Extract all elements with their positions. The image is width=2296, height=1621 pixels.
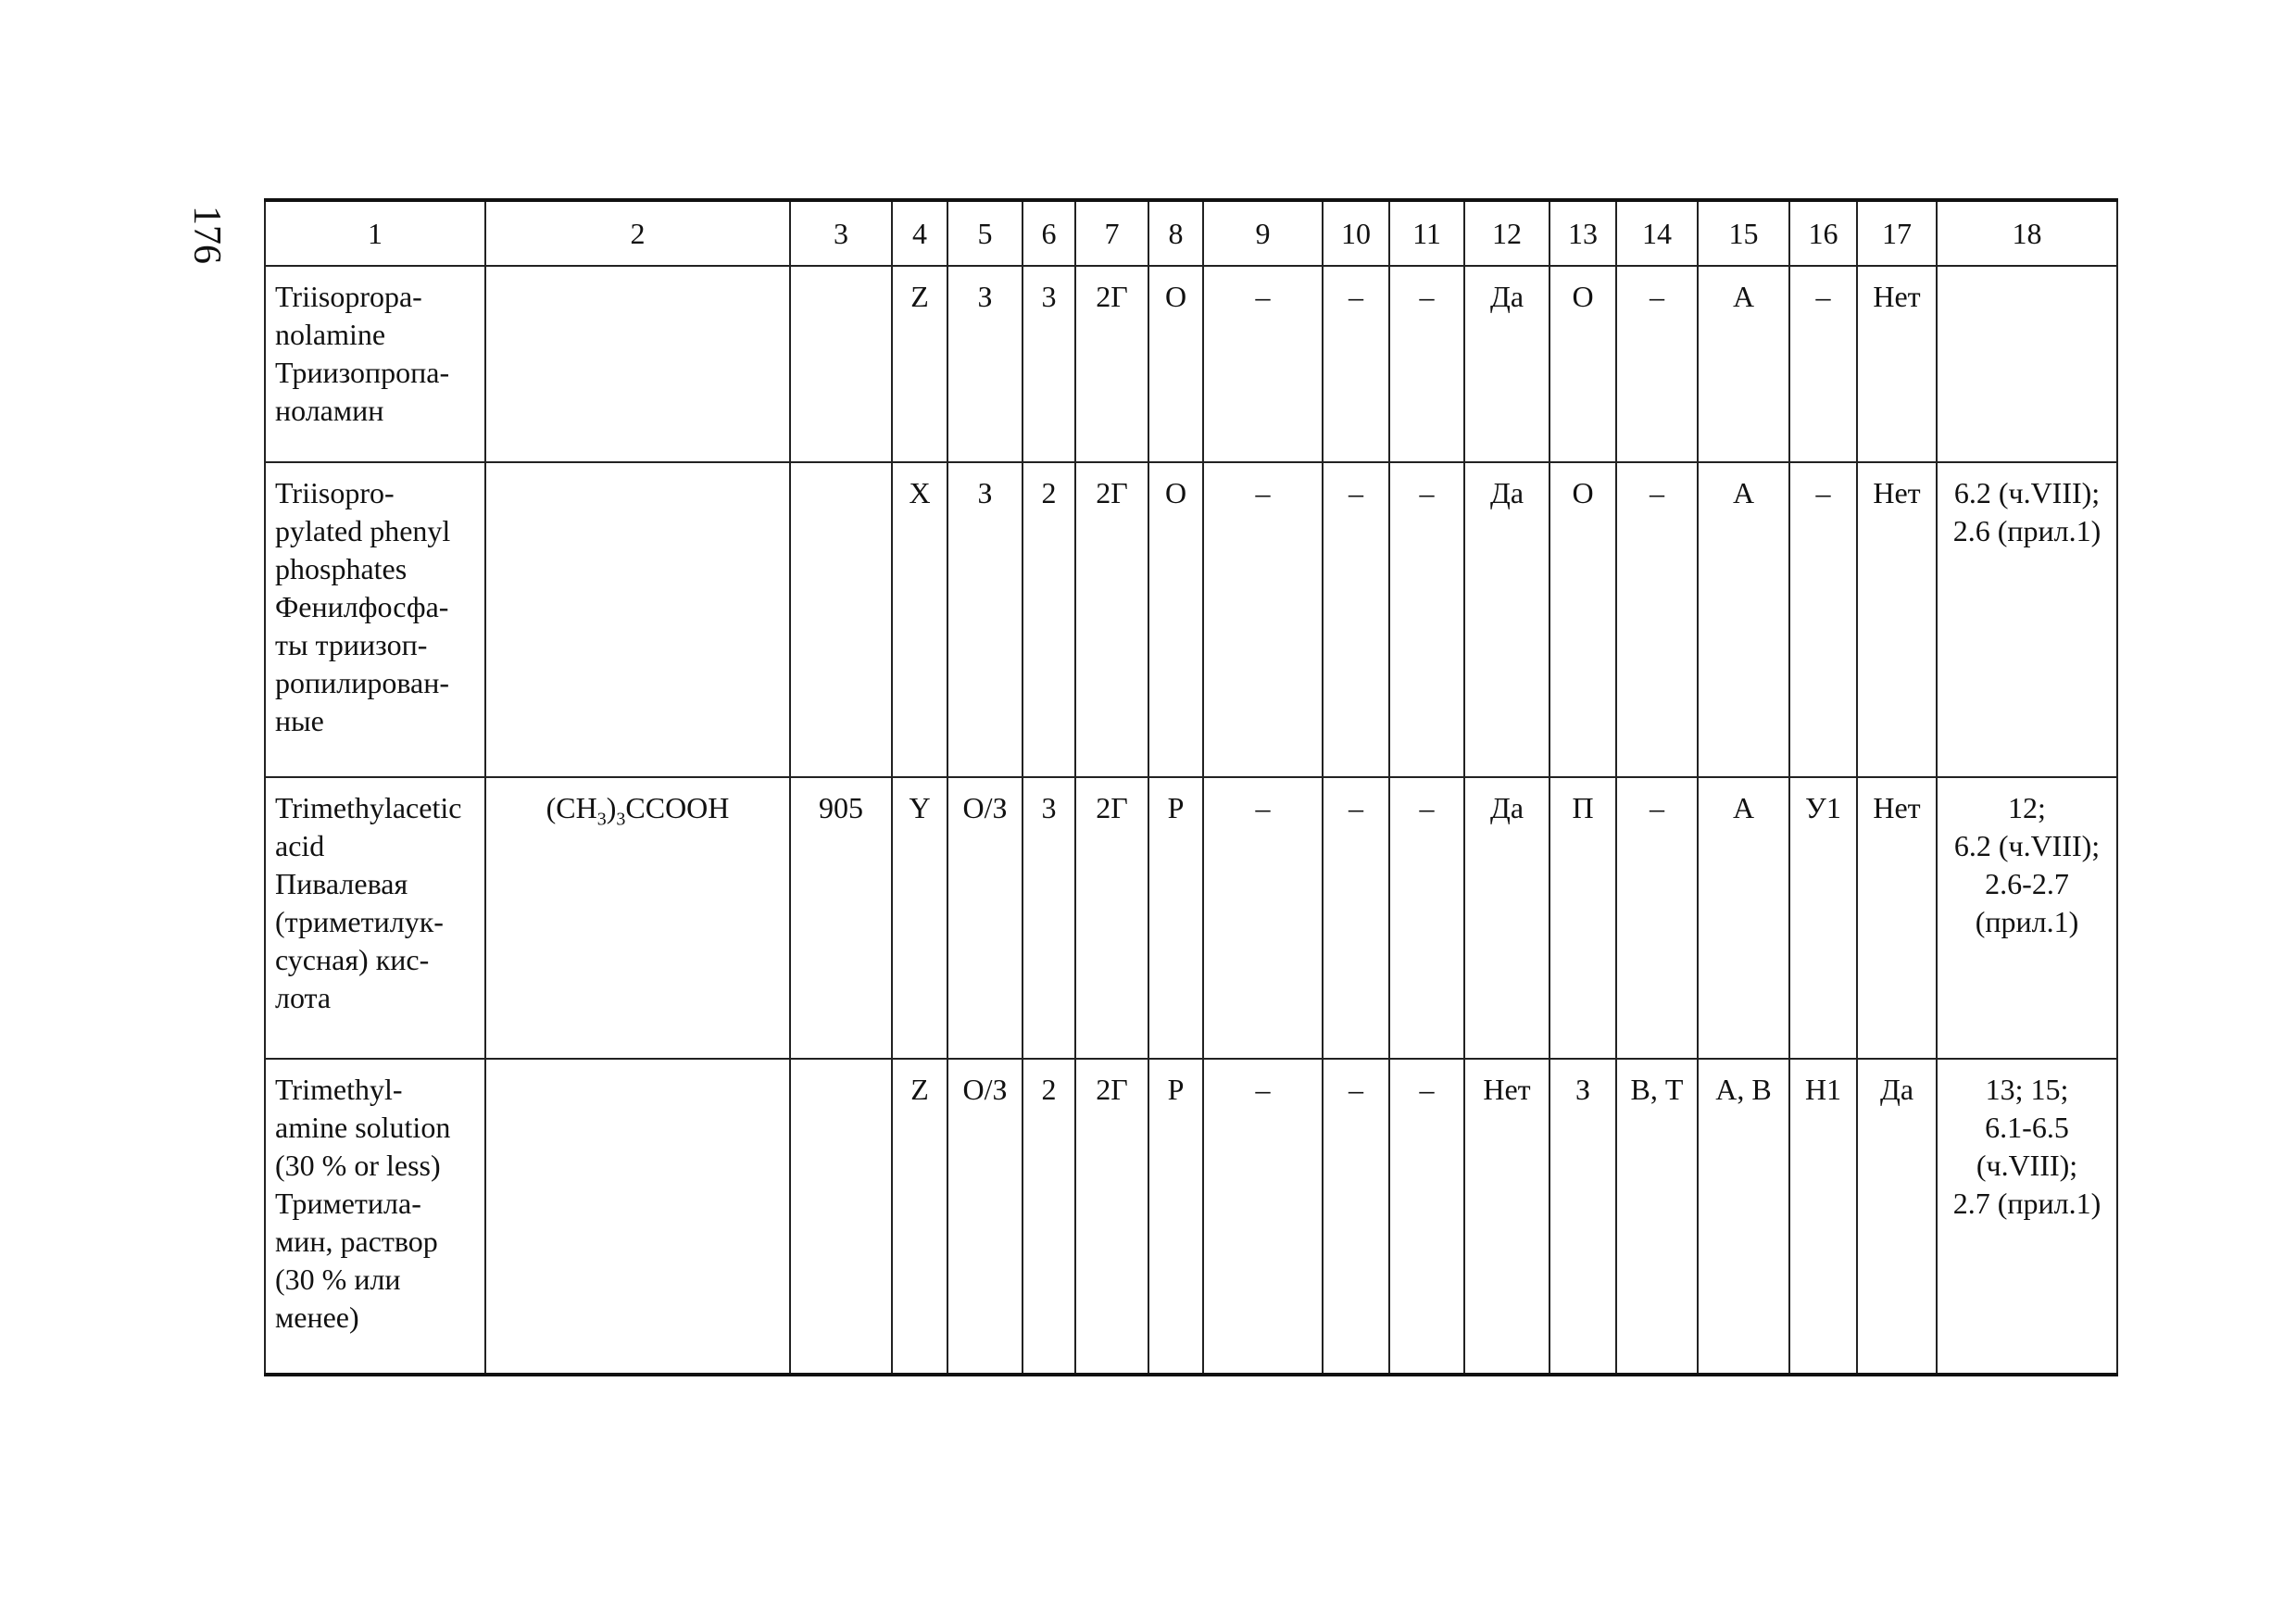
- name-line: Триметила-: [275, 1187, 421, 1220]
- column-header: 4: [892, 200, 947, 266]
- note-line: 2.6-2.7: [1985, 867, 2069, 900]
- table-row: [265, 266, 2117, 462]
- column-header: 14: [1616, 200, 1698, 266]
- table-cell: Да: [1464, 777, 1549, 1059]
- name-line: (триметилук-: [275, 905, 444, 938]
- column-header: 8: [1148, 200, 1203, 266]
- notes-cell: [1937, 777, 2117, 1059]
- column-header: 9: [1203, 200, 1323, 266]
- table-cell: –: [1389, 266, 1464, 462]
- table-cell: –: [1616, 266, 1698, 462]
- name-line: Triisopropa-: [275, 280, 422, 313]
- formula-cell: [485, 462, 790, 777]
- note-line: (ч.VIII);: [1976, 1149, 2078, 1182]
- table-cell: Нет: [1857, 462, 1937, 777]
- notes-cell: [1937, 1059, 2117, 1375]
- substance-name-cell: [265, 462, 485, 777]
- name-line: Triisopro-: [275, 476, 395, 509]
- column-header: 15: [1698, 200, 1789, 266]
- note-line: (прил.1): [1975, 905, 2079, 938]
- table-row: [265, 462, 2117, 777]
- name-line: nolamine: [275, 318, 386, 351]
- table-cell: –: [1616, 462, 1698, 777]
- table-cell: 2Г: [1075, 462, 1148, 777]
- table-cell: А: [1698, 777, 1789, 1059]
- table-cell: 2Г: [1075, 1059, 1148, 1375]
- page-number: 176: [185, 206, 228, 264]
- table-cell: –: [1323, 266, 1389, 462]
- table-cell: А: [1698, 266, 1789, 462]
- table-cell: Y: [892, 777, 947, 1059]
- column-header: 2: [485, 200, 790, 266]
- table-cell: X: [892, 462, 947, 777]
- name-line: ные: [275, 704, 324, 737]
- name-line: amine solution: [275, 1111, 451, 1144]
- column-header: 18: [1937, 200, 2117, 266]
- table-cell: 2Г: [1075, 777, 1148, 1059]
- table-cell: –: [1389, 462, 1464, 777]
- substance-name-cell: [265, 266, 485, 462]
- column-header: 17: [1857, 200, 1937, 266]
- table-cell: О/З: [947, 777, 1023, 1059]
- column-header: 7: [1075, 200, 1148, 266]
- table-cell: 2: [1023, 462, 1075, 777]
- note-line: 6.1-6.5: [1985, 1111, 2069, 1144]
- table-row: [265, 777, 2117, 1059]
- formula-cell: [485, 1059, 790, 1375]
- column-header: 6: [1023, 200, 1075, 266]
- table-cell: О: [1549, 266, 1616, 462]
- name-line: лота: [275, 981, 332, 1014]
- table-cell: З: [1549, 1059, 1616, 1375]
- table-cell: О: [1549, 462, 1616, 777]
- name-line: мин, раствор: [275, 1225, 438, 1258]
- column-header: 10: [1323, 200, 1389, 266]
- table-cell: [790, 1059, 892, 1375]
- table-cell: Да: [1857, 1059, 1937, 1375]
- table-cell: Z: [892, 266, 947, 462]
- table-cell: Н1: [1789, 1059, 1857, 1375]
- formula-cell: [485, 266, 790, 462]
- note-line: 12;: [2008, 791, 2046, 824]
- column-header: 5: [947, 200, 1023, 266]
- table-row: [265, 1059, 2117, 1375]
- table-cell: А, В: [1698, 1059, 1789, 1375]
- name-line: phosphates: [275, 552, 408, 585]
- name-line: Trimethylacetic: [275, 791, 462, 824]
- name-line: Пивалевая: [275, 867, 408, 900]
- name-line: Фенилфосфа-: [275, 590, 449, 623]
- table-cell: З: [947, 266, 1023, 462]
- table-cell: Нет: [1857, 266, 1937, 462]
- note-line: 13; 15;: [1985, 1073, 2069, 1106]
- column-header: 3: [790, 200, 892, 266]
- table-cell: –: [1203, 1059, 1323, 1375]
- table-cell: Р: [1148, 1059, 1203, 1375]
- table-cell: –: [1203, 777, 1323, 1059]
- note-line: 2.6 (прил.1): [1952, 514, 2102, 547]
- substance-name-cell: [265, 777, 485, 1059]
- table-cell: 2: [1023, 1059, 1075, 1375]
- name-line: pylated phenyl: [275, 514, 451, 547]
- column-header: 1: [265, 200, 485, 266]
- substance-name-cell: [265, 1059, 485, 1375]
- table-cell: Да: [1464, 266, 1549, 462]
- table-cell: В, Т: [1616, 1059, 1698, 1375]
- table-cell: 2Г: [1075, 266, 1148, 462]
- table-cell: У1: [1789, 777, 1857, 1059]
- table-cell: Р: [1148, 777, 1203, 1059]
- note-line: 6.2 (ч.VIII);: [1953, 829, 2101, 862]
- header-row: [265, 200, 2117, 266]
- table-cell: 3: [1023, 777, 1075, 1059]
- table-cell: О: [1148, 462, 1203, 777]
- name-line: (30 % или: [275, 1263, 401, 1296]
- notes-cell: [1937, 266, 2117, 462]
- table-cell: А: [1698, 462, 1789, 777]
- table-cell: [790, 462, 892, 777]
- note-line: 2.7 (прил.1): [1952, 1187, 2102, 1220]
- formula-cell: $(CH_3)_3CCOOH$: [485, 777, 790, 1059]
- table-cell: Z: [892, 1059, 947, 1375]
- name-line: ты триизоп-: [275, 628, 428, 661]
- name-line: ропилирован-: [275, 666, 450, 699]
- table-cell: –: [1203, 266, 1323, 462]
- name-line: Trimethyl-: [275, 1073, 403, 1106]
- table-cell: О/З: [947, 1059, 1023, 1375]
- table-cell: Нет: [1857, 777, 1937, 1059]
- column-header: 13: [1549, 200, 1616, 266]
- name-line: acid: [275, 829, 325, 862]
- table-cell: –: [1203, 462, 1323, 777]
- table-cell: –: [1616, 777, 1698, 1059]
- name-line: сусная) кис-: [275, 943, 430, 976]
- table-cell: –: [1789, 266, 1857, 462]
- table-cell: –: [1323, 777, 1389, 1059]
- table-cell: 905: [790, 777, 892, 1059]
- table-cell: –: [1389, 777, 1464, 1059]
- table-cell: О: [1148, 266, 1203, 462]
- column-header: 12: [1464, 200, 1549, 266]
- table-cell: –: [1389, 1059, 1464, 1375]
- note-line: 6.2 (ч.VIII);: [1953, 476, 2101, 509]
- table-cell: 3: [1023, 266, 1075, 462]
- table-cell: [790, 266, 892, 462]
- column-header: 11: [1389, 200, 1464, 266]
- substance-table: [264, 198, 2118, 1376]
- table-cell: Нет: [1464, 1059, 1549, 1375]
- name-line: менее): [275, 1301, 359, 1334]
- table-cell: П: [1549, 777, 1616, 1059]
- name-line: Триизопропа-: [275, 356, 450, 389]
- table-cell: З: [947, 462, 1023, 777]
- name-line: (30 % or less): [275, 1149, 441, 1182]
- notes-cell: [1937, 462, 2117, 777]
- table-cell: –: [1323, 1059, 1389, 1375]
- table-cell: –: [1323, 462, 1389, 777]
- name-line: ноламин: [275, 394, 384, 427]
- table-cell: Да: [1464, 462, 1549, 777]
- column-header: 16: [1789, 200, 1857, 266]
- table-cell: –: [1789, 462, 1857, 777]
